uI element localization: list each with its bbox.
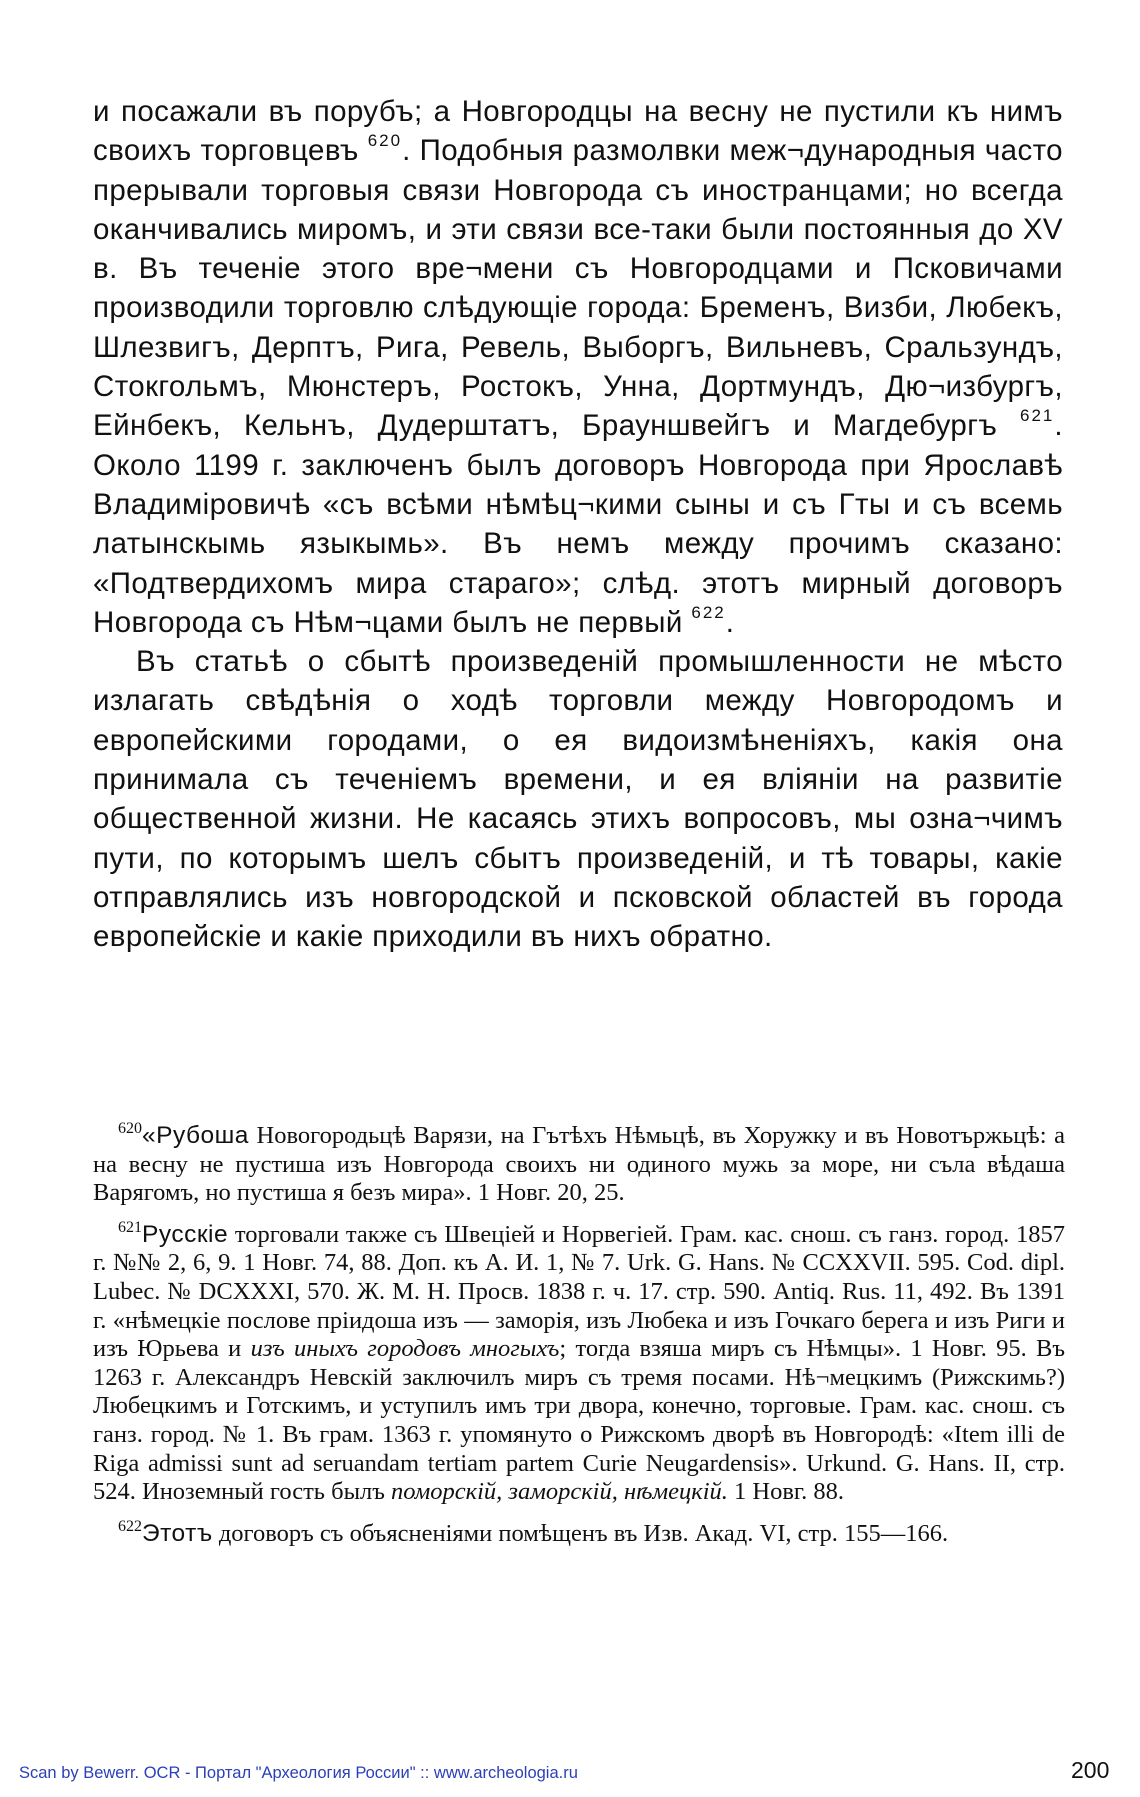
- footnote-number: 622: [118, 1517, 142, 1535]
- footnote-text: ; тогда взяша миръ съ Нѣмцы». 1 Новг. 95. Въ 1263 г. Александръ Невскій заключилъ миръ съ тремя посами. Нѣ¬мецкимъ (Рижскимь?) Любецкимъ и Готскимъ, и уступилъ имъ три двора, конечно, торговые. Грам. кас. снош. съ ганз. город. № 1. Въ грам. 1363 г. упомянуто о Рижскомъ дворѣ въ Новгородѣ: «Item illi de Riga admissi sunt ad seruandam tertiam partem Curie Neugardensis». Urkund. G. Hans. II, стр. 524. Иноземный гость былъ: [93, 1335, 1066, 1506]
- paragraph-1-text-c: . Около 1199 г. заключенъ былъ договоръ Новгорода при Ярославѣ Владиміровичѣ «съ всѣми нѣмѣц¬кими сыны и съ Гты и съ всемь латынскымь языкымь». Въ немъ между прочимъ сказано: «Подтвердихомъ мира стараго»; слѣд. этотъ мирный договоръ Новгорода съ Нѣм¬цами былъ не первый: [93, 409, 1063, 639]
- footnote-text: договоръ съ объясненіями помѣщенъ въ Изв. Акад. VI, стр. 155—166.: [212, 1519, 949, 1547]
- footnote-text: Новогородьцѣ Варязи, на Гътѣхъ Нѣмьцѣ, въ Хоружку и въ Новотържьцѣ: а на весну не пустиша изъ Новгорода своихъ ни одиного мужь за море, ни съла вѣдаша Варягомъ, но пустиша я безъ мира». 1 Новг. 20, 25.: [93, 1122, 1065, 1207]
- footnote-620: [93, 1122, 1065, 1208]
- footnotes: [93, 1122, 1065, 1561]
- footnote-lead: «Рубоша: [142, 1122, 249, 1149]
- paragraph-2: [93, 642, 1063, 956]
- page-number: 200: [1071, 1757, 1110, 1783]
- paragraph-2-text: Въ статьѣ о сбытѣ произведеній промышленности не мѣсто излагать свѣдѣнія о ходѣ торговли между Новгородомъ и европейскими городами, о ея видоизмѣненіяхъ, какія она принимала съ теченіемъ времени, и ея вліяніи на развитіе общественной жизни. Не касаясь этихъ вопросовъ, мы озна¬чимъ пути, по которымъ шелъ сбытъ произведеній, и тѣ товары, какіе отправлялись изъ новгородской и псковской областей въ города европейскіе и какіе приходили въ нихъ обратно.: [93, 645, 1063, 954]
- footnote-italic: поморскій, заморскій, нѣмецкій.: [391, 1478, 728, 1506]
- paragraph-1-text-a: и посажали въ порубъ; а Новгородцы на весну не пустили къ нимъ своихъ торговцевъ: [93, 95, 1063, 168]
- footnote-text: 1 Новг. 88.: [727, 1478, 845, 1506]
- footnote-text: торговали также съ Швеціей и Норвегіей. Грам. кас. снош. съ ганз. город. 1857 г. №№ 2, 6, 9. 1 Новг. 74, 88. Доп. къ А. И. 1, № 7. Urk. G. Hans. № CCXXVII. 595. Cod. dipl. Lubec. № DCXXXI, 570. Ж. М. Н. Просв. 1838 г. ч. 17. стр. 590. Antiq. Rus. 11, 492. Въ 1391 г. «нѣмецкіе послове пріидоша изъ — заморія, изъ Любека и изъ Гочкаго берега и изъ Риги и изъ Юрьева и: [93, 1220, 1065, 1363]
- footnote-lead: Русскіе: [142, 1220, 229, 1248]
- footnote-ref-620[interactable]: 620: [367, 131, 403, 151]
- footnote-number: 620: [118, 1120, 142, 1137]
- paragraph-1: [93, 92, 1063, 642]
- paragraph-1-text-b: . Подобныя размолвки меж¬дународныя часто прерывали торговыя связи Новгорода съ иностранцами; но всегда оканчивались миромъ, и эти связи все-таки были постоянныя до XV в. Въ теченіе этого вре¬мени съ Новгородцами и Псковичами производили торговлю слѣдующіе города: Бременъ, Визби, Любекъ, Шлезвигъ, Дерптъ, Рига, Ревель, Выборгъ, Вильневъ, Сральзундъ, Стокгольмъ, Мюнстеръ, Ростокъ, Унна, Дортмундъ, Дю¬избургъ, Ейнбекъ, Кельнъ, Дудерштатъ, Брауншвейгъ и Магдебургъ: [93, 134, 1063, 443]
- main-text: [93, 92, 1063, 957]
- footnote-621: [93, 1218, 1066, 1507]
- scan-credit-link[interactable]: Scan by Bewerr. OCR - Портал "Археология России" :: www.archeologia.ru: [19, 1764, 578, 1782]
- paragraph-1-text-d: .: [725, 605, 735, 639]
- footnote-ref-622[interactable]: 622: [691, 602, 726, 622]
- footnote-italic: изъ иныхъ городовъ многыхъ: [250, 1335, 560, 1363]
- footnote-number: 621: [118, 1218, 142, 1236]
- footnote-622: [93, 1517, 1065, 1549]
- footnote-lead: Этотъ: [142, 1519, 213, 1547]
- footnote-ref-621[interactable]: 621: [1020, 406, 1055, 426]
